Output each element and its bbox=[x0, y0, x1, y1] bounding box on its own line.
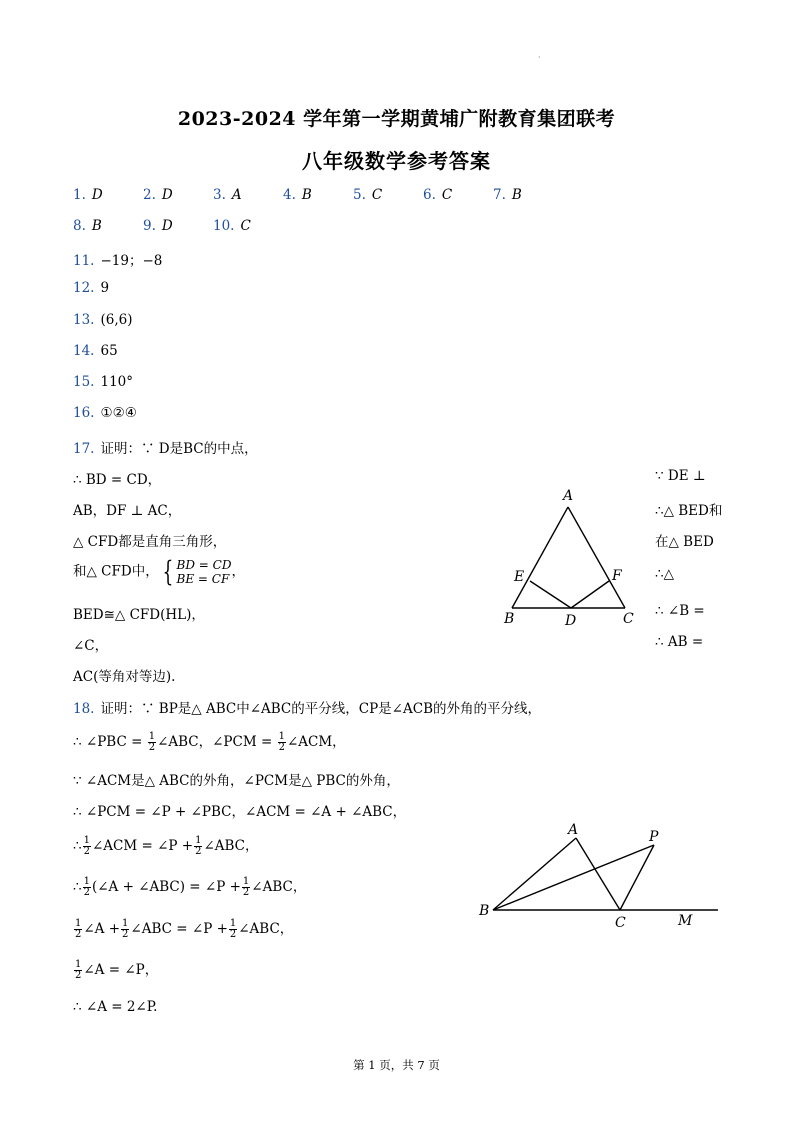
q17-line-2: ∴ BD = CD， bbox=[73, 472, 162, 488]
denominator: 2 bbox=[242, 887, 250, 898]
answer: D bbox=[161, 187, 173, 203]
q18-line-5 bbox=[73, 834, 259, 857]
answer: C bbox=[371, 187, 383, 203]
q17-right-1: ∵ DE ⊥ bbox=[655, 468, 706, 484]
denominator: 2 bbox=[278, 742, 285, 753]
denominator: 2 bbox=[83, 846, 90, 857]
label-e: E bbox=[514, 569, 525, 585]
q18-triangle-figure bbox=[470, 815, 730, 940]
numerator: 1 bbox=[83, 835, 90, 846]
question-number: 3. bbox=[213, 187, 226, 203]
question-number: 1. bbox=[73, 187, 86, 203]
answer: C bbox=[441, 187, 453, 203]
scan-dot: · bbox=[538, 53, 541, 62]
question-number: 12. bbox=[73, 280, 95, 296]
denominator: 2 bbox=[148, 742, 156, 753]
mc-item bbox=[283, 187, 353, 203]
question-number: 8. bbox=[73, 218, 86, 234]
fraction-half bbox=[83, 836, 91, 857]
answer: D bbox=[161, 218, 173, 234]
proof-text: 证明：∵ D是BC的中点， bbox=[100, 441, 258, 457]
q18-line-9: ∴ ∠A = 2∠P. bbox=[73, 999, 158, 1015]
fraction-half bbox=[121, 919, 129, 940]
label-m: M bbox=[678, 913, 693, 929]
label-f: F bbox=[612, 568, 622, 584]
q17-line-7: ∠C， bbox=[73, 638, 109, 654]
proof-text: ∴ bbox=[73, 879, 82, 895]
mc-item bbox=[73, 218, 143, 234]
q17-line-1 bbox=[73, 437, 258, 457]
fraction-half bbox=[278, 732, 286, 753]
mc-item bbox=[353, 187, 423, 203]
question-number: 7. bbox=[493, 187, 506, 203]
label-d: D bbox=[565, 613, 577, 629]
label-a: A bbox=[563, 488, 574, 504]
q18-line-4: ∴ ∠PCM = ∠P + ∠PBC，∠ACM = ∠A + ∠ABC， bbox=[73, 804, 407, 820]
question-number: 5. bbox=[353, 187, 366, 203]
answer: B bbox=[91, 218, 102, 234]
answer: A bbox=[231, 187, 242, 203]
proof-text: ∠A = ∠P， bbox=[83, 962, 159, 978]
q17-right-6: ∴ AB = bbox=[655, 634, 704, 650]
mc-item bbox=[493, 187, 563, 203]
q17-right-3: 在△ BED bbox=[655, 534, 714, 550]
proof-text: ∴ ∠PBC = bbox=[73, 734, 143, 750]
q18-line-8 bbox=[73, 958, 158, 981]
denominator: 2 bbox=[75, 929, 82, 940]
equation: BE = CF bbox=[176, 572, 230, 586]
question-number: 9. bbox=[143, 218, 156, 234]
numerator: 1 bbox=[122, 918, 129, 929]
q17-right-2: ∴△ BED和 bbox=[655, 503, 723, 519]
denominator: 2 bbox=[229, 929, 237, 940]
proof-text: ∠ABC， bbox=[251, 879, 307, 895]
mc-item bbox=[213, 218, 283, 234]
question-number: 2. bbox=[143, 187, 156, 203]
label-p: P bbox=[649, 829, 659, 845]
question-number: 10. bbox=[213, 218, 235, 234]
numerator: 1 bbox=[278, 731, 285, 742]
answer: (6,6) bbox=[100, 312, 133, 328]
label-c: C bbox=[623, 611, 634, 627]
label-a: A bbox=[568, 822, 579, 838]
q17-line-8: AC(等角对等边). bbox=[73, 669, 176, 685]
fraction-half bbox=[148, 732, 156, 753]
question-number: 4. bbox=[283, 187, 296, 203]
fraction-half bbox=[194, 836, 202, 857]
label-b: B bbox=[504, 611, 515, 627]
q18-line-3: ∵ ∠ACM是△ ABC的外角，∠PCM是△ PBC的外角， bbox=[73, 773, 400, 789]
numerator: 1 bbox=[83, 876, 90, 887]
mc-item bbox=[143, 187, 213, 203]
label-b: B bbox=[479, 903, 490, 919]
q17-line-6: BED≅△ CFD(HL)， bbox=[73, 607, 205, 623]
numerator: 1 bbox=[229, 918, 237, 929]
label-c: C bbox=[615, 915, 626, 931]
question-number: 6. bbox=[423, 187, 436, 203]
mc-item bbox=[213, 187, 283, 203]
proof-text: ∠ACM = ∠P + bbox=[91, 838, 194, 854]
side-ba bbox=[493, 838, 576, 910]
mc-row-1 bbox=[73, 187, 563, 203]
proof-text: ∠ABC， bbox=[238, 921, 294, 937]
answer: 65 bbox=[100, 343, 118, 359]
numerator: 1 bbox=[195, 835, 202, 846]
fraction-half bbox=[229, 919, 237, 940]
mc-row-2 bbox=[73, 218, 283, 234]
fill-answer bbox=[73, 405, 137, 421]
mc-item bbox=[423, 187, 493, 203]
fill-answer bbox=[73, 343, 118, 359]
answer: D bbox=[91, 187, 103, 203]
fraction-half bbox=[74, 960, 82, 981]
answer: −19；−8 bbox=[100, 253, 163, 269]
proof-text: 和△ CFD中， bbox=[73, 563, 159, 580]
q17-line-3: AB，DF ⊥ AC， bbox=[73, 503, 182, 519]
q18-line-1 bbox=[73, 697, 541, 717]
segment-de bbox=[530, 581, 571, 608]
mc-item bbox=[73, 187, 143, 203]
page-title: 2023-2024 学年第一学期黄埔广附教育集团联考 bbox=[177, 108, 616, 130]
side-ab bbox=[512, 507, 568, 608]
proof-text: ∠ABC，∠PCM = bbox=[157, 734, 273, 750]
proof-text: ∴ bbox=[73, 838, 82, 854]
question-number: 17. bbox=[73, 441, 95, 457]
page-footer: 第 1 页，共 7 页 bbox=[353, 1058, 440, 1072]
answer: B bbox=[511, 187, 522, 203]
fraction-half bbox=[242, 877, 250, 898]
proof-text: 证明：∵ BP是△ ABC中∠ABC的平分线，CP是∠ACB的外角的平分线， bbox=[100, 701, 541, 717]
q17-right-4: ∴△ bbox=[655, 566, 674, 582]
question-number: 11. bbox=[73, 253, 95, 269]
q18-line-7 bbox=[73, 917, 293, 940]
q17-line-5 bbox=[73, 555, 245, 588]
numerator: 1 bbox=[75, 959, 82, 970]
equation: BD = CD bbox=[176, 558, 232, 572]
fill-answer bbox=[73, 374, 133, 390]
q17-line-4: △ CFD都是直角三角形， bbox=[73, 534, 227, 550]
proof-text: ， bbox=[231, 563, 245, 580]
equation-system bbox=[177, 558, 232, 586]
question-number: 16. bbox=[73, 405, 95, 421]
proof-text: ∠ACM， bbox=[286, 734, 346, 750]
denominator: 2 bbox=[75, 970, 82, 981]
denominator: 2 bbox=[83, 887, 90, 898]
question-number: 18. bbox=[73, 701, 95, 717]
mc-item bbox=[143, 218, 213, 234]
numerator: 1 bbox=[148, 731, 156, 742]
answer: 9 bbox=[100, 280, 110, 296]
q17-triangle-figure bbox=[495, 480, 645, 630]
proof-text: ∠ABC = ∠P + bbox=[130, 921, 228, 937]
segment-bp bbox=[493, 845, 654, 910]
question-number: 14. bbox=[73, 343, 95, 359]
question-number: 13. bbox=[73, 312, 95, 328]
numerator: 1 bbox=[75, 918, 82, 929]
proof-text: (∠A + ∠ABC) = ∠P + bbox=[91, 879, 241, 895]
segment-cp bbox=[620, 845, 654, 910]
brace-symbol: { bbox=[162, 555, 173, 588]
denominator: 2 bbox=[195, 846, 202, 857]
q18-line-2 bbox=[73, 730, 346, 753]
numerator: 1 bbox=[242, 876, 250, 887]
answer: 110° bbox=[100, 374, 134, 390]
q17-right-5: ∴ ∠B = bbox=[655, 603, 705, 619]
side-ac bbox=[568, 507, 625, 608]
fill-answer bbox=[73, 280, 109, 296]
q18-line-6 bbox=[73, 875, 306, 898]
fill-answer bbox=[73, 249, 162, 269]
question-number: 15. bbox=[73, 374, 95, 390]
denominator: 2 bbox=[122, 929, 129, 940]
answer: C bbox=[240, 218, 251, 234]
fraction-half bbox=[74, 919, 82, 940]
fill-answer bbox=[73, 312, 133, 328]
proof-text: ∠A + bbox=[83, 921, 121, 937]
fraction-half bbox=[83, 877, 91, 898]
page-subtitle: 八年级数学参考答案 bbox=[302, 149, 491, 173]
proof-text: ∠ABC， bbox=[203, 838, 259, 854]
segment-df bbox=[571, 581, 609, 608]
answer: B bbox=[301, 187, 312, 203]
answer: ①②④ bbox=[100, 405, 137, 421]
